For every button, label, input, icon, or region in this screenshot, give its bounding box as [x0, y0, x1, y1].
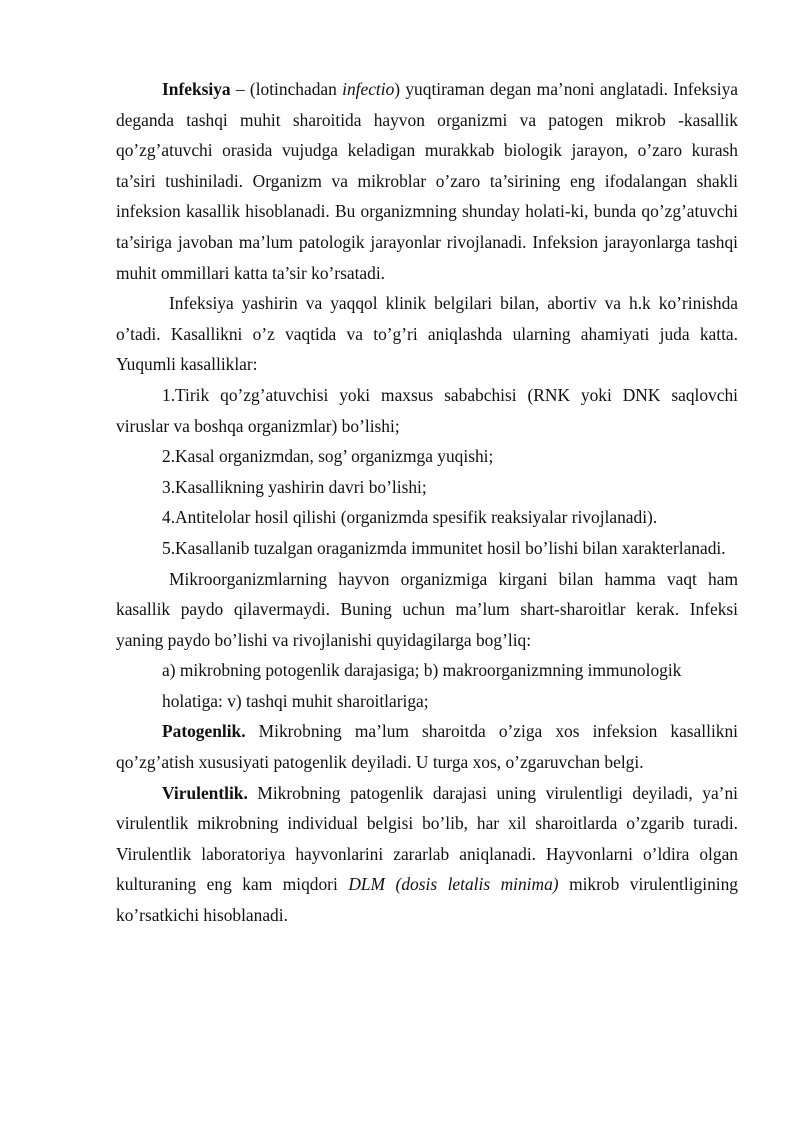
term-virulentlik: Virulentlik.	[162, 782, 248, 803]
term-patogenlik: Patogenlik.	[162, 721, 246, 742]
virulentlik-tail: mikrob virulentligining ko’rsatkichi hisoblanadi.	[116, 874, 739, 926]
patogenlik-text: Mikrobning ma’lum sharoitda o’ziga xos infeksion kasallikni qo’zg’atish xususiyati patogenlik deyiladi. U turga xos, o’zgaruvchan belgi.	[116, 721, 738, 773]
factors-line-1: a) mikrobning potogenlik darajasiga; b) makroorganizmning immunologik	[162, 660, 682, 681]
definition-dash: – (lotinchadan	[230, 79, 343, 99]
factors-line-2: holatiga: v) tashqi muhit sharoitlariga;	[162, 690, 429, 711]
paragraph-patogenlik	[116, 716, 738, 777]
list-item: 1.Tirik qo’zg’atuvchisi yoki maxsus sababchisi (RNK yoki DNK saqlovchi viruslar va boshqa organizmlar) bo’lishi;	[116, 384, 738, 436]
paragraph-infeksiya-definition	[116, 74, 738, 288]
virulentlik-text: Mikrobning patogenlik darajasi uning virulentligi deyiladi, ya’ni virulentlik mikrobning individual belgisi bo’lib, har xil sharoitlarda o’zgarib turadi. Virulentlik laboratoriya hayvonlarini zararlab aniqlanadi. Hayvonlarni o’ldira olgan kulturaning eng kam miqdori	[116, 782, 738, 895]
paragraph-mikroorganizmlar: Mikroorganizmlarning hayvon organizmiga kirgani bilan hamma vaqt ham kasallik paydo qilavermaydi. Buning uchun ma’lum shart-sharoitlar kerak. Infeksi yaning paydo bo’lishi va rivojlanishi quyidagilarga bog’liq:	[116, 568, 738, 650]
term-infeksiya: Infeksiya	[162, 79, 231, 99]
latin-term: infectio	[342, 79, 395, 99]
paragraph-virulentlik	[116, 778, 738, 931]
list-item: 5.Kasallanib tuzalgan oraganizmda immunitet hosil bo’lishi bilan xarakterlanadi.	[162, 537, 726, 558]
dlm-term: DLM (dosis letalis minima)	[348, 874, 559, 895]
list-item: 2.Kasal organizmdan, sog’ organizmga yuqishi;	[162, 446, 494, 467]
list-item: 4.Antitelolar hosil qilishi (organizmda spesifik reaksiyalar rivojlanadi).	[162, 507, 658, 528]
document-page	[116, 74, 738, 931]
list-item: 3.Kasallikning yashirin davri bo’lishi;	[162, 476, 427, 497]
definition-text: ) yuqtiraman degan ma’noni anglatadi. Infeksiya deganda tashqi muhit sharoitida hayvon organizmi va patogen mikrob -kasallik qo’zg’atuvchi orasida vujudga keladigan murakkab biologik jarayon, o’zaro kurash ta’siri tushiniladi. Organizm va mikroblar o’zaro ta’sirining eng ifodalangan shakli infeksion kasallik hisoblanadi. Bu organizmning shunday holati-ki, bunda qo’zg’atuvchi ta’siriga javoban ma’lum patologik jarayonlar rivojlanadi. Infeksion jarayonlarga tashqi muhit ommillari katta ta’sir ko’rsatadi.	[116, 79, 738, 283]
paragraph-infeksiya-forms: Infeksiya yashirin va yaqqol klinik belgilari bilan, abortiv va h.k ko’rinishda o’tadi. Kasallikni o’z vaqtida va to’g’ri aniqlashda ularning ahamiyati juda katta. Yuqumli kasalliklar:	[116, 293, 738, 375]
